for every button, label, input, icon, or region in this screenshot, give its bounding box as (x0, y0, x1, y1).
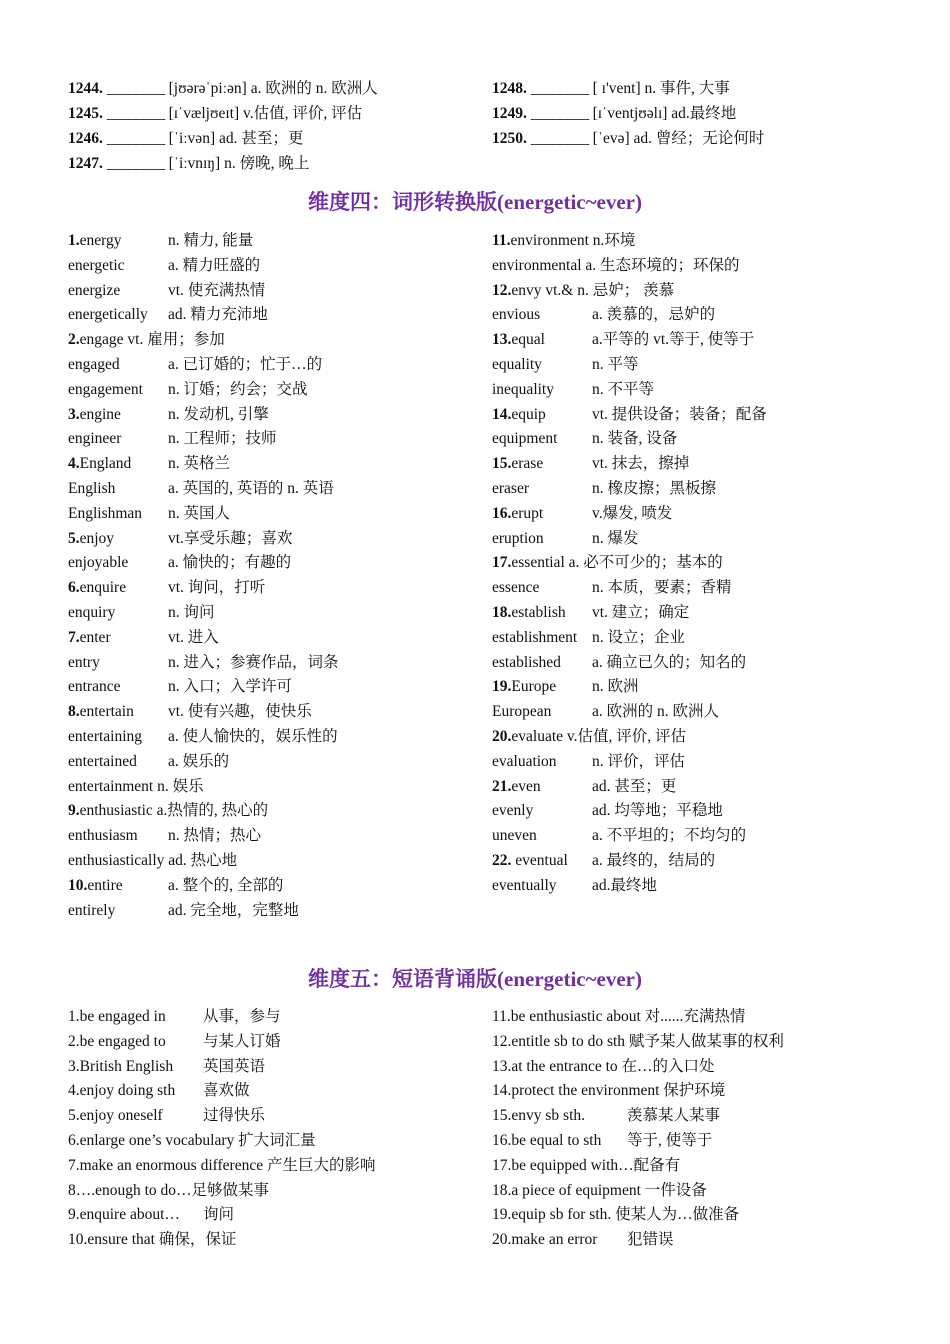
word-form-row (492, 551, 912, 576)
entry-number: 17. (492, 554, 512, 572)
phrase: 13.at the entrance to 在…的入口处 (492, 1057, 715, 1075)
word-form-row (492, 626, 912, 651)
definition: n. 评价，评估 (592, 752, 686, 770)
word: eraser (492, 479, 529, 497)
definition: n. 橡皮擦；黑板擦 (592, 479, 717, 497)
phrase: 8….enough to do…足够做某事 (68, 1181, 270, 1199)
entry-number: 7. (68, 628, 80, 646)
definition: n. 傍晚, 晚上 (224, 155, 310, 172)
word-form-row (68, 403, 478, 428)
word: establish (511, 603, 566, 621)
definition: a. 确立已久的；知名的 (592, 653, 747, 671)
vocab-number: 1245. (68, 105, 103, 122)
entry-number: 1. (68, 232, 80, 249)
phrase-row (68, 1203, 478, 1228)
definition: n. 发动机, 引擎 (168, 405, 269, 423)
word: entertainment n. 娱乐 (68, 777, 204, 795)
definition: a. 不平坦的；不均匀的 (592, 827, 747, 845)
word: entertain (79, 703, 134, 721)
word-form-row (68, 254, 478, 279)
word: equipment (492, 430, 558, 448)
entry-number: 10. (68, 876, 88, 894)
section5-title: 维度五：短语背诵版(energetic~ever) (308, 967, 642, 991)
word-form-row (68, 353, 478, 378)
definition: n. 事件, 大事 (644, 80, 730, 97)
definition: n. 订婚；约会；交战 (168, 380, 308, 398)
phonetic: [ɪˈventjʊəlɪ] (592, 105, 668, 122)
vocab-list-right (492, 76, 912, 151)
word: environment n.环境 (510, 232, 636, 249)
entry-number: 21. (492, 777, 512, 795)
word: envy vt.& n. 忌妒； 羡慕 (511, 281, 675, 299)
section5-list-right (492, 1005, 912, 1253)
section5-list-left (68, 1005, 478, 1253)
word: Europe (511, 678, 557, 696)
word: essence (492, 579, 540, 597)
word-form-row (492, 799, 912, 824)
word-form-row (492, 229, 912, 254)
phrase: 9.enquire about… (68, 1206, 180, 1224)
definition: n. 欧洲 (592, 678, 639, 696)
section4-list-left (68, 229, 478, 923)
word: engagement (68, 380, 143, 398)
definition: a. 羡慕的，忌妒的 (592, 306, 716, 324)
definition: vt. 进入 (168, 628, 219, 646)
definition: n. 设立；企业 (592, 628, 686, 646)
phrase-row (492, 1079, 912, 1104)
word: enjoy (79, 529, 115, 547)
phrase-row (68, 1154, 478, 1179)
definition: vt. 使有兴趣，使快乐 (168, 703, 312, 721)
vocab-row (492, 101, 912, 126)
word: envious (492, 306, 541, 324)
word-form-row (492, 527, 912, 552)
entry-number: 3. (68, 405, 80, 423)
phonetic: [ˈiːvnɪŋ] (168, 155, 221, 172)
word: entire (87, 876, 123, 894)
word-form-row (68, 427, 478, 452)
word-form-row (492, 651, 912, 676)
phrase: 7.make an enormous difference 产生巨大的影响 (68, 1156, 376, 1174)
word: enquire (79, 579, 127, 597)
definition: ad.最终地 (671, 105, 737, 122)
word: eruption (492, 529, 544, 547)
word-form-row (492, 452, 912, 477)
word: enquiry (68, 603, 116, 621)
word-form-row (492, 378, 912, 403)
vocab-number: 1249. (492, 105, 527, 122)
definition: ad.最终地 (592, 876, 658, 894)
phrase-row (68, 1030, 478, 1055)
fill-in-blank: ________ (106, 155, 165, 172)
fill-in-blank: ________ (530, 105, 589, 122)
word: English (68, 479, 116, 497)
phrase: 4.enjoy doing sth (68, 1082, 176, 1100)
word: enthusiastic a.热情的, 热心的 (79, 802, 269, 820)
word-form-row (492, 576, 912, 601)
word-form-row (68, 303, 478, 328)
phrase-meaning: 过得快乐 (203, 1107, 266, 1125)
phrase: 15.envy sb sth. (492, 1107, 585, 1125)
phrase-row (68, 1079, 478, 1104)
phrase-meaning: 犯错误 (627, 1231, 674, 1249)
phonetic: [jʊərəˈpiːən] (168, 80, 247, 97)
vocab-row (68, 151, 478, 176)
entry-number: 9. (68, 802, 80, 820)
entry-number: 11. (492, 232, 511, 249)
word: eventually (492, 876, 557, 894)
definition: n. 英格兰 (168, 455, 231, 473)
word: evaluation (492, 752, 557, 770)
word: erupt (511, 504, 544, 522)
phrase: 1.be engaged in (68, 1008, 166, 1025)
phrase: 14.protect the environment 保护环境 (492, 1082, 726, 1100)
entry-number: 22. (492, 851, 516, 869)
phrase: 10.ensure that 确保，保证 (68, 1231, 237, 1249)
word-form-row (492, 775, 912, 800)
definition: v.估值, 评价, 评估 (243, 105, 363, 122)
word-form-row (68, 799, 478, 824)
definition: vt. 建立；确定 (592, 603, 690, 621)
word-form-row (492, 427, 912, 452)
definition: ad. 甚至；更 (592, 777, 677, 795)
word-form-row (68, 675, 478, 700)
fill-in-blank: ________ (530, 80, 589, 97)
fill-in-blank: ________ (106, 105, 165, 122)
vocab-number: 1247. (68, 155, 103, 172)
phrase: 3.British English (68, 1057, 174, 1075)
phrase-row (492, 1104, 912, 1129)
definition: n. 精力, 能量 (168, 232, 254, 249)
word-form-row (68, 502, 478, 527)
word: equal (511, 331, 545, 349)
word-form-row (492, 502, 912, 527)
word: uneven (492, 827, 537, 845)
word: evaluate v.估值, 评价, 评估 (511, 727, 687, 745)
phrase-meaning: 询问 (203, 1206, 235, 1224)
word: England (79, 455, 132, 473)
definition: vt. 使充满热情 (168, 281, 266, 299)
definition: v.爆发, 喷发 (592, 504, 673, 522)
word-form-row (68, 626, 478, 651)
definition: ad. 甚至；更 (218, 130, 304, 147)
section4-title: 维度四：词形转换版(energetic~ever) (308, 190, 642, 214)
phonetic: [ˈevə] (592, 130, 630, 147)
definition: a. 欧洲的 n. 欧洲人 (250, 80, 378, 97)
word-form-row (492, 279, 912, 304)
definition: n. 英国人 (168, 504, 231, 522)
word: essential a. 必不可少的；基本的 (511, 554, 723, 572)
definition: n. 入口；入学许可 (168, 678, 293, 696)
word: equip (511, 405, 546, 423)
word-form-row (68, 378, 478, 403)
word-form-row (68, 477, 478, 502)
phrase: 6.enlarge one’s vocabulary 扩大词汇量 (68, 1131, 316, 1149)
word: energetically (68, 306, 148, 324)
definition: n. 装备, 设备 (592, 430, 678, 448)
word-form-row (68, 279, 478, 304)
word-form-row (492, 700, 912, 725)
phrase: 18.a piece of equipment 一件设备 (492, 1181, 707, 1199)
fill-in-blank: ________ (530, 130, 589, 147)
word: enter (79, 628, 111, 646)
word: entertaining (68, 727, 143, 745)
definition: a. 欧洲的 n. 欧洲人 (592, 703, 720, 721)
word: equality (492, 355, 542, 373)
entry-number: 13. (492, 331, 512, 349)
entry-number: 2. (68, 331, 80, 349)
vocab-row (68, 101, 478, 126)
word-form-row (68, 601, 478, 626)
word: enthusiastically ad. 热心地 (68, 851, 238, 869)
phrase-meaning: 等于, 使等于 (627, 1131, 713, 1149)
definition: n. 爆发 (592, 529, 639, 547)
fill-in-blank: ________ (106, 80, 165, 97)
definition: vt. 询问，打听 (168, 579, 266, 597)
word-form-row (68, 527, 478, 552)
definition: ad. 均等地；平稳地 (592, 802, 723, 820)
definition: a. 已订婚的；忙于…的 (168, 355, 323, 373)
word-form-row (68, 700, 478, 725)
word-form-row (492, 403, 912, 428)
vocab-number: 1248. (492, 80, 527, 97)
word-form-row (68, 874, 478, 899)
phrase-meaning: 与某人订婚 (203, 1032, 281, 1050)
phrase: 16.be equal to sth (492, 1131, 602, 1149)
entry-number: 12. (492, 281, 512, 299)
entry-number: 8. (68, 703, 80, 721)
definition: a. 使人愉快的，娱乐性的 (168, 727, 338, 745)
phrase: 17.be equipped with…配备有 (492, 1156, 681, 1174)
definition: n. 询问 (168, 603, 215, 621)
word-form-row (492, 254, 912, 279)
phrase: 12.entitle sb to do sth 赋予某人做某事的权利 (492, 1032, 784, 1050)
phrase-row (492, 1203, 912, 1228)
word: eventual (515, 851, 568, 869)
phrase: 20.make an error (492, 1231, 598, 1249)
phrase-meaning: 喜欢做 (203, 1082, 250, 1100)
phrase-meaning: 羡慕某人某事 (627, 1107, 721, 1125)
word: entirely (68, 901, 116, 919)
word: entry (68, 653, 100, 671)
definition: a. 娱乐的 (168, 752, 230, 770)
vocab-list-left (68, 76, 478, 176)
word-form-row (492, 328, 912, 353)
phrase-row (492, 1005, 912, 1030)
word-form-row (68, 725, 478, 750)
definition: a. 英国的, 英语的 n. 英语 (168, 479, 334, 497)
definition: n. 工程师；技师 (168, 430, 277, 448)
word-form-row (492, 353, 912, 378)
vocab-row (68, 126, 478, 151)
word: inequality (492, 380, 554, 398)
phrase: 2.be engaged to (68, 1032, 166, 1050)
phrase-row (68, 1104, 478, 1129)
phrase-meaning: 从事，参与 (203, 1008, 281, 1025)
word: entertained (68, 752, 137, 770)
phrase: 11.be enthusiastic about 对......充满热情 (492, 1008, 746, 1025)
vocab-number: 1244. (68, 80, 103, 97)
definition: a. 愉快的；有趣的 (168, 554, 292, 572)
phrase-row (68, 1129, 478, 1154)
word-form-row (68, 899, 478, 924)
word-form-row (492, 824, 912, 849)
entry-number: 4. (68, 455, 80, 473)
entry-number: 16. (492, 504, 512, 522)
word: evenly (492, 802, 534, 820)
word-form-row (492, 303, 912, 328)
definition: vt.享受乐趣；喜欢 (168, 529, 293, 547)
word: engage vt. 雇用；参加 (79, 331, 225, 349)
entry-number: 15. (492, 455, 512, 473)
word-form-row (68, 824, 478, 849)
definition: n. 不平等 (592, 380, 655, 398)
word: energize (68, 281, 121, 299)
word: Englishman (68, 504, 143, 522)
definition: vt. 提供设备；装备；配备 (592, 405, 767, 423)
word-form-row (68, 775, 478, 800)
phrase-row (68, 1228, 478, 1253)
word: engaged (68, 355, 120, 373)
section4-list-right (492, 229, 912, 899)
definition: n. 本质，要素；香精 (592, 579, 732, 597)
entry-number: 19. (492, 678, 512, 696)
word-form-row (68, 229, 478, 254)
entry-number: 14. (492, 405, 512, 423)
definition: n. 平等 (592, 355, 639, 373)
word: erase (511, 455, 544, 473)
phrase-row (492, 1030, 912, 1055)
word-form-row (492, 675, 912, 700)
word: energetic (68, 256, 125, 274)
word: environmental a. 生态环境的；环保的 (492, 256, 740, 274)
word-form-row (68, 750, 478, 775)
word-form-row (492, 477, 912, 502)
vocab-number: 1250. (492, 130, 527, 147)
phrase: 19.equip sb for sth. 使某人为…做准备 (492, 1206, 740, 1224)
phrase-row (492, 1129, 912, 1154)
definition: vt. 抹去，擦掉 (592, 455, 690, 473)
word-form-row (492, 601, 912, 626)
word: engine (79, 405, 121, 423)
word-form-row (68, 651, 478, 676)
vocab-number: 1246. (68, 130, 103, 147)
word: established (492, 653, 561, 671)
definition: a.平等的 vt.等于, 使等于 (592, 331, 755, 349)
phrase-row (68, 1005, 478, 1030)
entry-number: 20. (492, 727, 512, 745)
word: European (492, 703, 552, 721)
word: engineer (68, 430, 122, 448)
word-form-row (68, 551, 478, 576)
vocab-row (492, 76, 912, 101)
definition: a. 精力旺盛的 (168, 256, 261, 274)
phrase-row (68, 1055, 478, 1080)
definition: a. 整个的, 全部的 (168, 876, 284, 894)
word: enjoyable (68, 554, 129, 572)
word: energy (79, 232, 122, 249)
phrase-row (492, 1228, 912, 1253)
phrase-row (492, 1179, 912, 1204)
definition: ad. 精力充沛地 (168, 306, 268, 324)
word-form-row (492, 874, 912, 899)
phonetic: [ˈiːvən] (168, 130, 216, 147)
definition: a. 最终的，结局的 (592, 851, 716, 869)
vocab-row (68, 76, 478, 101)
definition: n. 进入；参赛作品，词条 (168, 653, 339, 671)
word-form-row (492, 849, 912, 874)
definition: n. 热情；热心 (168, 827, 262, 845)
phonetic: [ɪˈvæljʊeɪt] (168, 105, 240, 122)
word: even (511, 777, 541, 795)
word: establishment (492, 628, 578, 646)
entry-number: 18. (492, 603, 512, 621)
entry-number: 6. (68, 579, 80, 597)
definition: ad. 曾经；无论何时 (633, 130, 765, 147)
word-form-row (492, 750, 912, 775)
phrase-meaning: 英国英语 (203, 1057, 266, 1075)
word-form-row (68, 328, 478, 353)
word: enthusiasm (68, 827, 138, 845)
phonetic: [ ɪ'vent] (592, 80, 641, 97)
phrase-row (492, 1055, 912, 1080)
phrase-row (68, 1179, 478, 1204)
definition: ad. 完全地，完整地 (168, 901, 299, 919)
entry-number: 5. (68, 529, 80, 547)
word: entrance (68, 678, 121, 696)
phrase-row (492, 1154, 912, 1179)
fill-in-blank: ________ (106, 130, 165, 147)
word-form-row (68, 849, 478, 874)
word-form-row (68, 576, 478, 601)
word-form-row (492, 725, 912, 750)
word-form-row (68, 452, 478, 477)
phrase: 5.enjoy oneself (68, 1107, 163, 1125)
vocab-row (492, 126, 912, 151)
